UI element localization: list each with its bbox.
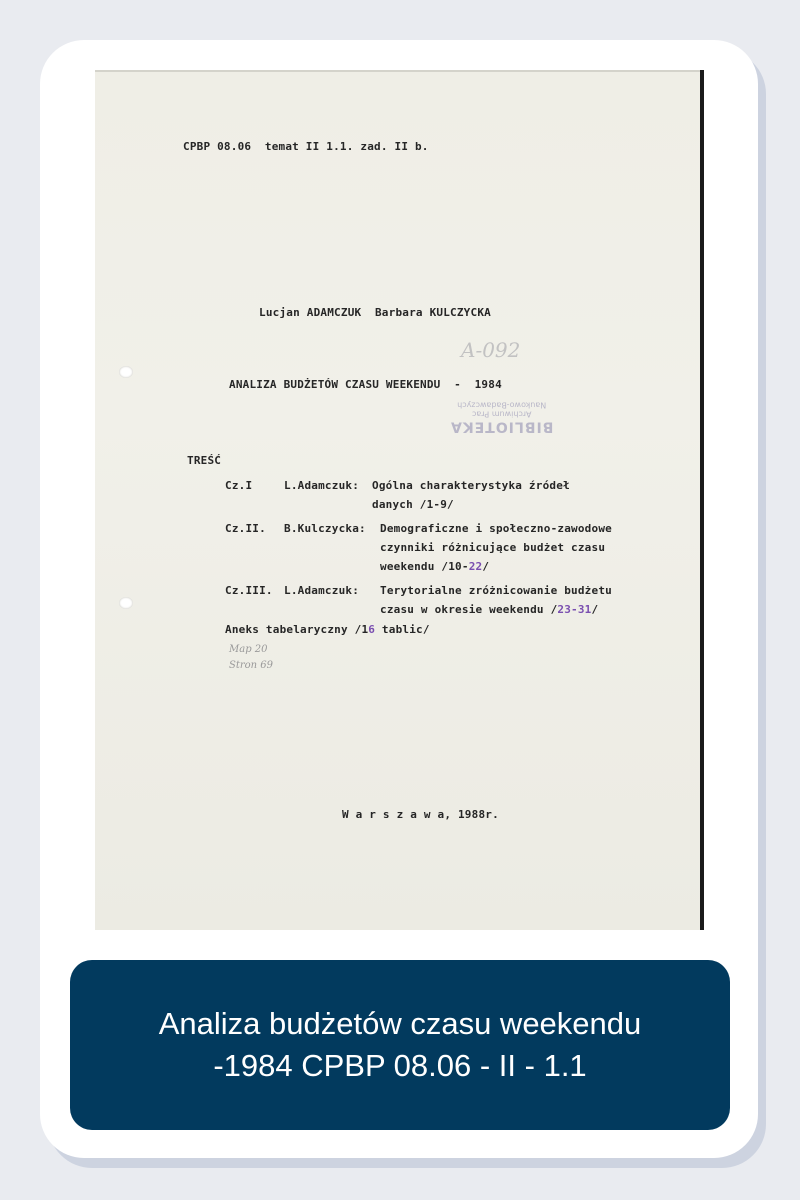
stamp-line-1: BIBLIOTEKA [450, 418, 554, 435]
page-right-edge [700, 70, 704, 930]
part-2-author: B.Kulczycka: [284, 522, 366, 535]
punch-hole-top [119, 366, 133, 378]
punch-hole-bottom [119, 597, 133, 609]
handwritten-inventory-number: A-092 [461, 338, 521, 362]
library-stamp [450, 400, 553, 434]
part-1-line-2: danych /1-9/ [372, 498, 454, 511]
caption-line-2: -1984 CPBP 08.06 - II - 1.1 [213, 1048, 587, 1083]
part-3-number: Cz.III. [225, 584, 273, 597]
part-3-author: L.Adamczuk: [284, 584, 360, 597]
part-1-line-1: Ogólna charakterystyka źródeł [372, 479, 570, 492]
document-title: ANALIZA BUDŻETÓW CZASU WEEKENDU - 1984 [229, 378, 502, 391]
part-1-number: Cz.I [225, 479, 253, 492]
place-and-date: W a r s z a w a, 1988r. [342, 808, 499, 821]
part-1-author: L.Adamczuk: [284, 479, 360, 492]
handwritten-note-maps: Map 20 [229, 644, 268, 655]
part-3-line-2-tail: / [591, 603, 599, 616]
part-3-line-2-text: czasu w okresie weekendu / [380, 603, 558, 616]
stamp-line-3: Naukowo-Badawczych [457, 400, 547, 410]
stamp-line-2: Archiwum Prac [471, 409, 532, 419]
document-authors: Lucjan ADAMCZUK Barbara KULCZYCKA [259, 306, 491, 319]
annex-line [225, 623, 430, 636]
part-2-number: Cz.II. [225, 522, 266, 535]
scanned-page [95, 70, 704, 930]
part-3-line-2 [380, 603, 598, 616]
annex-handwritten-digit: 6 [368, 623, 376, 636]
part-2-line-1: Demograficzne i społeczno-zawodowe [380, 522, 612, 535]
part-2-line-3-text: weekendu /10- [380, 560, 469, 573]
part-2-line-3 [380, 560, 489, 573]
handwritten-note-pages: Stron 69 [229, 660, 274, 671]
annex-prefix: Aneks tabelaryczny /1 [225, 623, 369, 636]
caption-banner[interactable] [70, 960, 730, 1130]
part-3-line-1: Terytorialne zróżnicowanie budżetu [380, 584, 612, 597]
annex-suffix: tablic/ [375, 623, 430, 636]
part-2-handwritten-page: 22 [468, 560, 483, 573]
part-2-line-3-tail: / [482, 560, 490, 573]
part-2-line-2: czynniki różnicujące budżet czasu [380, 541, 606, 554]
document-code-line: CPBP 08.06 temat II 1.1. zad. II b. [183, 140, 429, 153]
part-3-handwritten-pages: 23-31 [557, 603, 592, 616]
contents-heading: TREŚĆ [187, 454, 222, 467]
caption-line-1: Analiza budżetów czasu weekendu [158, 1006, 642, 1042]
page-top-edge [95, 70, 704, 72]
